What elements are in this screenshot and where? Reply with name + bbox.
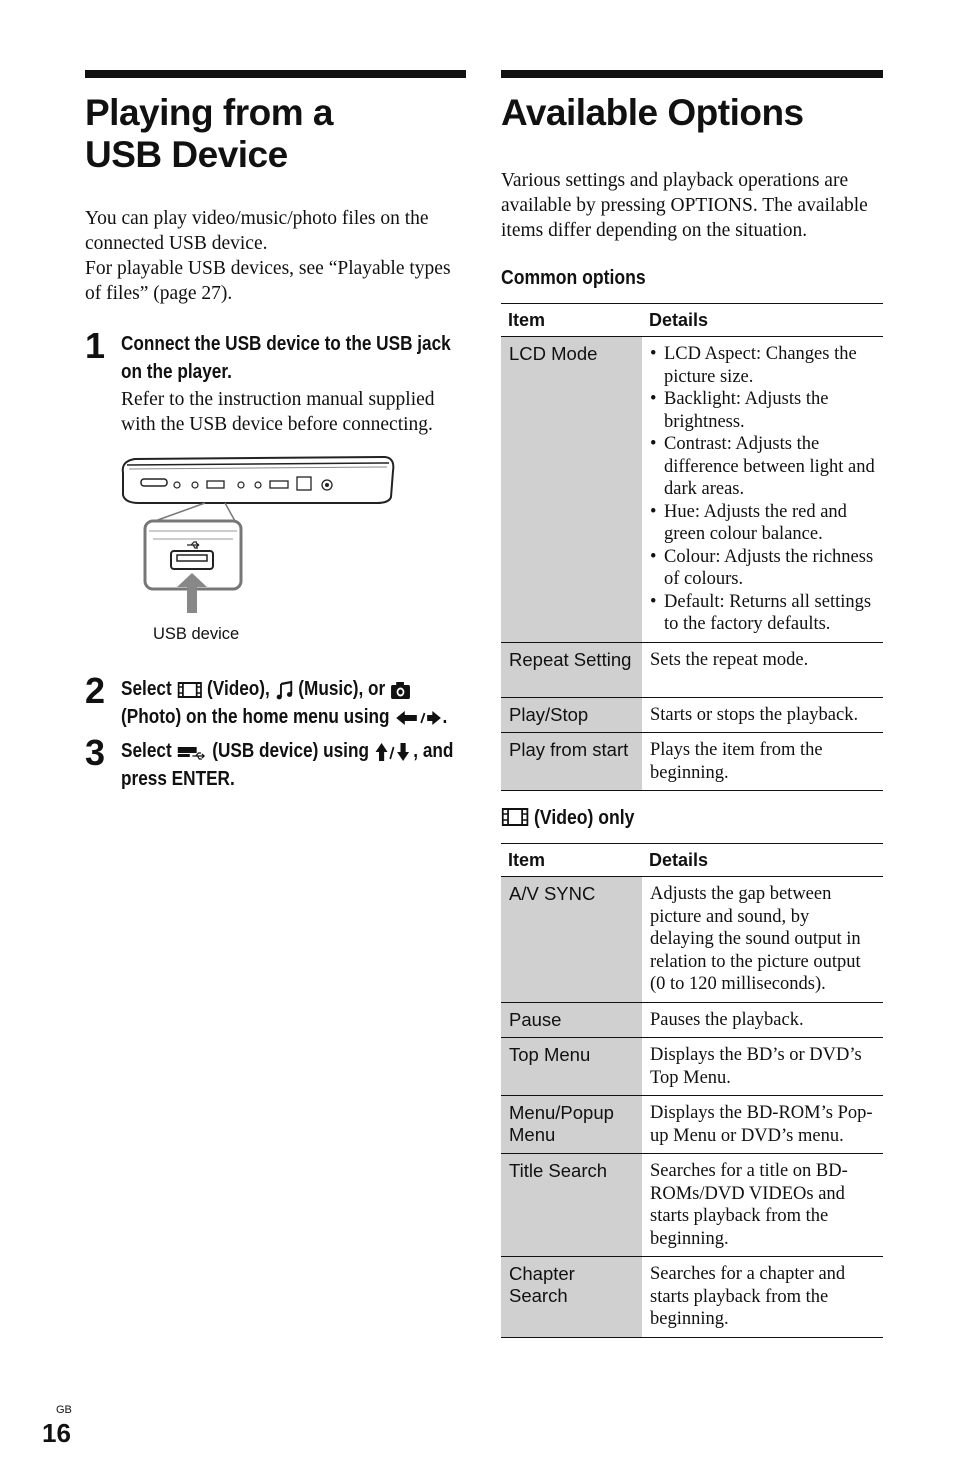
table-row [501, 1002, 883, 1038]
step-3-select: Select [121, 740, 172, 762]
step-2 [85, 670, 466, 731]
step-3-text [121, 737, 465, 793]
usb-figure [85, 451, 466, 669]
usb-intro-1: You can play video/music/photo files on the connected USB device. [85, 208, 429, 254]
lcd-mode-list [650, 343, 877, 636]
region-code: GB [56, 1404, 72, 1416]
step-2-select: Select [121, 678, 172, 700]
row-item: Repeat Setting [501, 642, 642, 697]
header-details: Details [642, 304, 883, 337]
step-2-photo: (Photo) on the home menu using [121, 706, 390, 728]
table-row [501, 877, 883, 1003]
row-details: Displays the BD’s or DVD’s Top Menu. [642, 1038, 883, 1096]
step-3-usb: (USB device) using [212, 740, 369, 762]
table-row [501, 1257, 883, 1338]
row-item: Pause [501, 1002, 642, 1038]
player-usb-illustration [115, 451, 405, 641]
left-right-arrows-icon [394, 709, 442, 727]
row-details: Searches for a title on BD-ROMs/DVD VIDEOs and starts playback from the beginning. [642, 1154, 883, 1257]
row-details: Plays the item from the beginning. [642, 733, 883, 791]
video-options-table [501, 843, 883, 1338]
usb-intro-2: For playable USB devices, see “Playable types of files” (page 27). [85, 258, 451, 304]
list-item: • Hue: Adjusts the red and green colour balance. [650, 501, 877, 546]
row-item: A/V SYNC [501, 877, 642, 1003]
row-item: Top Menu [501, 1038, 642, 1096]
section-title-usb: Playing from a USB Device [85, 92, 333, 175]
left-column [85, 70, 466, 793]
right-column [501, 70, 883, 1338]
step-2-end: . [442, 706, 448, 728]
up-down-arrows-icon [374, 742, 414, 762]
list-item: • Backlight: Adjusts the brightness. [650, 388, 877, 433]
header-item: Item [501, 844, 642, 877]
row-details: Pauses the playback. [642, 1002, 883, 1038]
video-icon [176, 680, 202, 700]
table-row [501, 642, 883, 697]
video-icon [501, 806, 529, 828]
table-row [501, 1154, 883, 1257]
table-row [501, 1038, 883, 1096]
table-header-row [501, 844, 883, 877]
step-number: 3 [85, 732, 106, 773]
video-only-heading [501, 805, 884, 831]
section-title-options: Available Options [501, 92, 804, 133]
camera-icon [390, 680, 411, 700]
common-options-table [501, 303, 883, 791]
table-header-row [501, 304, 883, 337]
row-item: Menu/Popup Menu [501, 1096, 642, 1154]
row-details: Searches for a chapter and starts playback from the beginning. [642, 1257, 883, 1338]
row-details: Sets the repeat mode. [642, 642, 883, 697]
step-2-text [121, 675, 465, 731]
list-item: • Colour: Adjusts the richness of colours. [650, 546, 877, 591]
row-details: Adjusts the gap between picture and sound, by delaying the sound output in relation to the picture output (0 to 120 milliseconds). [642, 877, 883, 1003]
list-item: • LCD Aspect: Changes the picture size. [650, 343, 877, 388]
step-1-text: Connect the USB device to the USB jack on the player. [121, 333, 451, 383]
row-details: Starts or stops the playback. [642, 697, 883, 733]
section-rule [501, 70, 883, 78]
row-item: LCD Mode [501, 337, 642, 643]
table-row [501, 337, 883, 643]
table-row [501, 697, 883, 733]
step-1 [85, 325, 466, 437]
page-footer [42, 1404, 72, 1450]
step-number: 1 [85, 325, 106, 366]
row-details [642, 337, 883, 643]
header-details: Details [642, 844, 883, 877]
row-details: Displays the BD-ROM’s Pop-up Menu or DVD’s menu. [642, 1096, 883, 1154]
list-item: • Default: Returns all settings to the factory defaults. [650, 591, 877, 636]
row-item: Play from start [501, 733, 642, 791]
list-item: • Contrast: Adjusts the difference between light and dark areas. [650, 433, 877, 501]
figure-label: USB device [153, 625, 240, 643]
usb-device-icon [176, 743, 207, 761]
row-item: Chapter Search [501, 1257, 642, 1338]
header-item: Item [501, 304, 642, 337]
common-options-heading: Common options [501, 267, 646, 289]
music-icon [275, 679, 294, 701]
video-only-label: (Video) only [534, 807, 635, 829]
page-number: 16 [42, 1418, 71, 1448]
step-1-note: Refer to the instruction manual supplied with the USB device before connecting. [121, 389, 435, 435]
row-item: Title Search [501, 1154, 642, 1257]
options-intro: Various settings and playback operations are available by pressing OPTIONS. The available items differ depending on the situation. [501, 170, 868, 241]
table-row [501, 1096, 883, 1154]
section-rule [85, 70, 466, 78]
table-row [501, 733, 883, 791]
step-2-music: (Music), or [298, 678, 386, 700]
step-number: 2 [85, 670, 106, 711]
step-3 [85, 732, 466, 793]
step-3-end: , and press ENTER. [121, 740, 454, 790]
row-item: Play/Stop [501, 697, 642, 733]
step-2-video: (Video), [207, 678, 270, 700]
